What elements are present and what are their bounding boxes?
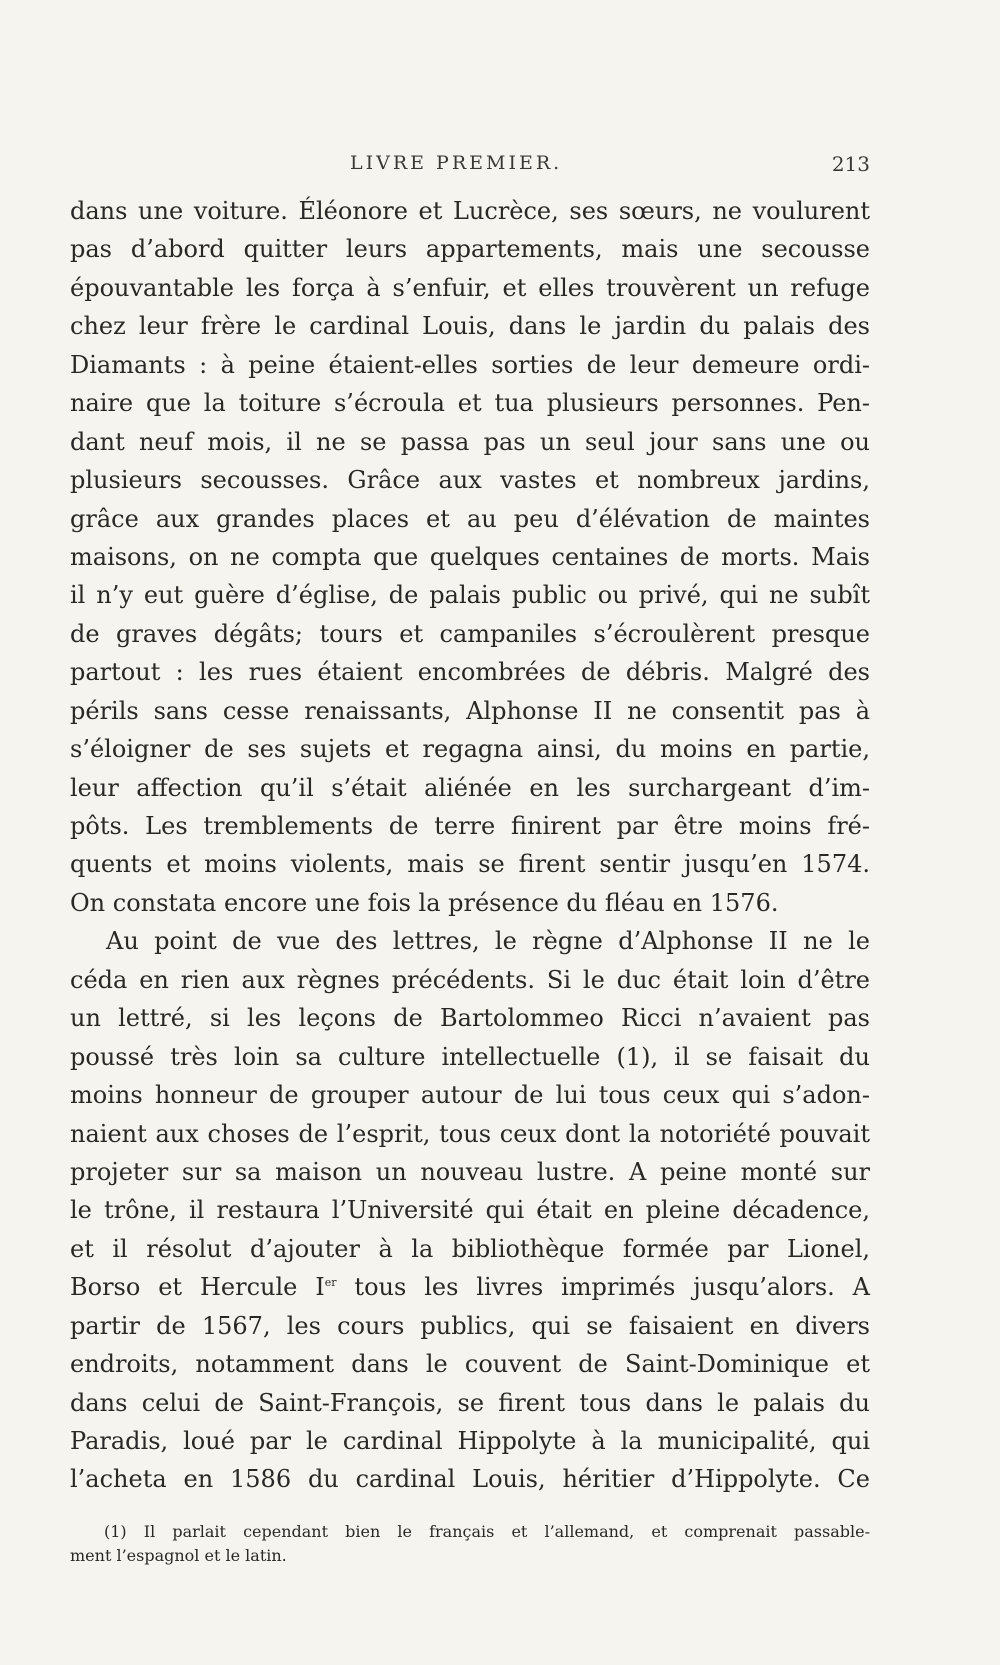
text-line: moins honneur de grouper autour de lui tous ceux qui s’adon- (70, 1081, 870, 1110)
text-line-start: Borso et Hercule I (70, 1273, 325, 1302)
running-title: LIVRE PREMIER. (350, 152, 563, 174)
text-line: périls sans cesse renaissants, Alphonse II ne consentit pas à (70, 696, 870, 725)
text-line: s’éloigner de ses sujets et regagna ainsi, du moins en partie, (70, 735, 870, 764)
text-line: l’acheta en 1586 du cardinal Louis, héritier d’Hippolyte. Ce (70, 1465, 870, 1494)
text-line: partout : les rues étaient encombrées de débris. Malgré des (70, 658, 870, 687)
text-line: chez leur frère le cardinal Louis, dans le jardin du palais des (70, 312, 870, 341)
text-line: épouvantable les força à s’enfuir, et elles trouvèrent un refuge (70, 273, 870, 302)
text-line: pas d’abord quitter leurs appartements, mais une secousse (70, 235, 870, 264)
text-line: On constata encore une fois la présence du fléau en 1576. (70, 888, 779, 917)
text-line: naire que la toiture s’écroula et tua plusieurs personnes. Pen- (70, 389, 870, 418)
text-line: dans celui de Saint-François, se firent tous dans le palais du (70, 1388, 870, 1417)
text-line: quents et moins violents, mais se firent sentir jusqu’en 1574. (70, 850, 870, 879)
text-line: naient aux choses de l’esprit, tous ceux dont la notoriété pouvait (70, 1119, 870, 1148)
text-line: et il résolut d’ajouter à la bibliothèque formée par Lionel, (70, 1234, 870, 1263)
text-line: un lettré, si les leçons de Bartolommeo Ricci n’avaient pas (70, 1004, 870, 1033)
running-head (70, 152, 870, 182)
body-text (70, 192, 870, 1499)
text-line: dant neuf mois, il ne se passa pas un seul jour sans une ou (70, 427, 870, 456)
superscript: er (324, 1276, 337, 1290)
text-line (70, 1268, 870, 1306)
footnote-line: (1) Il parlait cependant bien le français et l’allemand, et comprenait passable- (104, 1522, 870, 1541)
text-line: céda en rien aux règnes précédents. Si le duc était loin d’être (70, 965, 870, 994)
text-line: il n’y eut guère d’église, de palais public ou privé, qui ne subît (70, 581, 870, 610)
text-line: dans une voiture. Éléonore et Lucrèce, ses sœurs, ne voulurent (70, 197, 870, 225)
text-line: partir de 1567, les cours publics, qui se faisaient en divers (70, 1311, 870, 1340)
text-line: grâce aux grandes places et au peu d’élévation de maintes (70, 504, 870, 533)
text-line: de graves dégâts; tours et campaniles s’écroulèrent presque (70, 619, 870, 648)
text-line: Diamants : à peine étaient-elles sorties de leur demeure ordi- (70, 350, 870, 379)
text-line: leur affection qu’il s’était aliénée en les surchargeant d’im- (70, 773, 870, 802)
text-line-end: tous les livres imprimés jusqu’alors. A (336, 1273, 870, 1302)
text-line: Paradis, loué par le cardinal Hippolyte à la municipalité, qui (70, 1427, 870, 1455)
text-line: plusieurs secousses. Grâce aux vastes et nombreux jardins, (70, 466, 870, 495)
page-number: 213 (831, 152, 870, 176)
footnote-line: ment l’espagnol et le latin. (70, 1546, 287, 1565)
text-line: maisons, on ne compta que quelques centaines de morts. Mais (70, 542, 870, 571)
text-line: poussé très loin sa culture intellectuelle (1), il se faisait du (70, 1042, 870, 1071)
text-line: projeter sur sa maison un nouveau lustre. A peine monté sur (70, 1157, 870, 1186)
text-line: pôts. Les tremblements de terre finirent par être moins fré- (70, 812, 870, 840)
text-line: endroits, notamment dans le couvent de Saint-Dominique et (70, 1350, 870, 1379)
footnote (70, 1520, 870, 1568)
text-line: Au point de vue des lettres, le règne d’Alphonse II ne le (106, 927, 870, 956)
text-line: le trône, il restaura l’Université qui était en pleine décadence, (70, 1196, 870, 1225)
